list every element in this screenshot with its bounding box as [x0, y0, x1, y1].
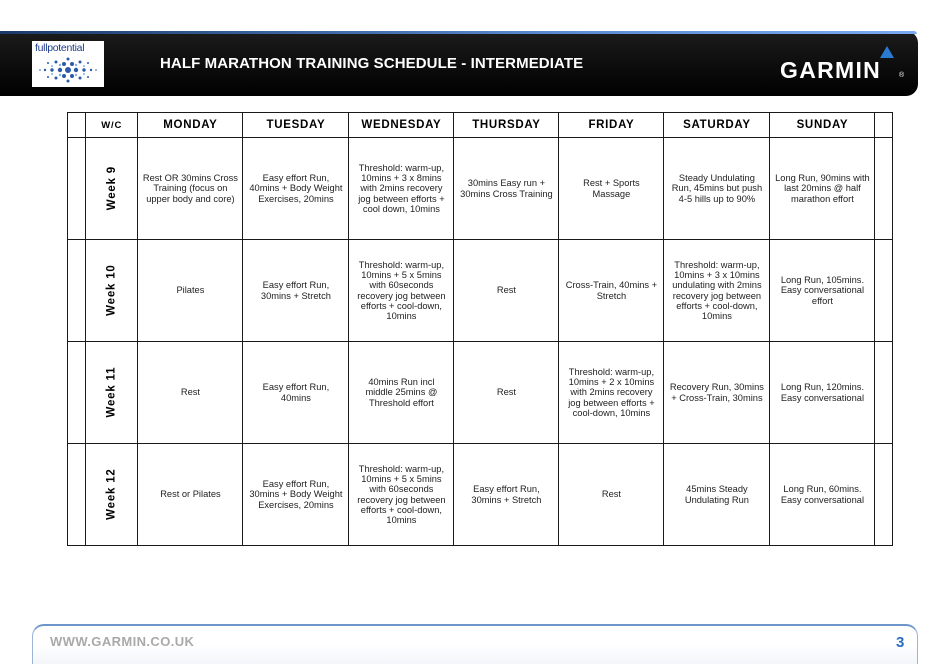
week-cell — [86, 138, 138, 240]
column-header-monday: MONDAY — [138, 113, 243, 138]
thursday-cell: Easy effort Run, 30mins + Stretch — [454, 444, 559, 546]
monday-cell: Pilates — [138, 240, 243, 342]
column-header-wc: W/C — [86, 113, 138, 138]
table-row — [68, 138, 893, 240]
week-label: Week 12 — [105, 468, 118, 521]
week-label: Week 11 — [105, 367, 118, 418]
saturday-cell: Steady Undulating Run, 45mins but push 4-5 hills up to 90% — [664, 138, 770, 240]
column-header-wednesday: WEDNESDAY — [349, 113, 454, 138]
page-title: HALF MARATHON TRAINING SCHEDULE - INTERMEDIATE — [160, 55, 584, 72]
week-label: Week 10 — [105, 264, 118, 317]
friday-cell: Threshold: warm-up, 10mins + 2 x 10mins with 2mins recovery jog between efforts + cool-down, 10mins — [559, 342, 664, 444]
column-header-saturday: SATURDAY — [664, 113, 770, 138]
logo-dots-icon — [36, 56, 100, 84]
table-header-row — [68, 113, 893, 138]
registered-mark: ® — [899, 72, 905, 79]
column-header-thursday: THURSDAY — [454, 113, 559, 138]
logo-text: fullpotential — [35, 42, 85, 54]
sunday-cell: Long Run, 60mins. Easy conversational — [770, 444, 875, 546]
table-row — [68, 444, 893, 546]
sunday-cell: Long Run, 120mins. Easy conversational — [770, 342, 875, 444]
spacer-cell — [68, 113, 86, 138]
column-header-friday: FRIDAY — [559, 113, 664, 138]
garmin-triangle-icon — [880, 46, 894, 58]
thursday-cell: 30mins Easy run + 30mins Cross Training — [454, 138, 559, 240]
wednesday-cell: Threshold: warm-up, 10mins + 5 x 5mins with 60seconds recovery jog between efforts + cool-down, 10mins — [349, 240, 454, 342]
friday-cell: Rest — [559, 444, 664, 546]
wednesday-cell: 40mins Run incl middle 25mins @ Threshold effort — [349, 342, 454, 444]
spacer-cell — [68, 240, 86, 342]
spacer-cell — [875, 444, 893, 546]
tuesday-cell: Easy effort Run, 30mins + Body Weight Exercises, 20mins — [243, 444, 349, 546]
spacer-cell — [68, 138, 86, 240]
friday-cell: Rest + Sports Massage — [559, 138, 664, 240]
tuesday-cell: Easy effort Run, 30mins + Stretch — [243, 240, 349, 342]
week-cell — [86, 342, 138, 444]
saturday-cell: Recovery Run, 30mins + Cross-Train, 30mins — [664, 342, 770, 444]
table-row — [68, 240, 893, 342]
saturday-cell: Threshold: warm-up, 10mins + 3 x 10mins undulating with 2mins recovery jog between efforts + cool-down, 10mins — [664, 240, 770, 342]
header-accent-line — [0, 31, 917, 34]
column-header-sunday: SUNDAY — [770, 113, 875, 138]
sunday-cell: Long Run, 105mins. Easy conversational effort — [770, 240, 875, 342]
column-header-tuesday: TUESDAY — [243, 113, 349, 138]
thursday-cell: Rest — [454, 240, 559, 342]
week-label: Week 9 — [105, 166, 118, 211]
fullpotential-logo — [32, 41, 104, 87]
thursday-cell: Rest — [454, 342, 559, 444]
sunday-cell: Long Run, 90mins with last 20mins @ half marathon effort — [770, 138, 875, 240]
tuesday-cell: Easy effort Run, 40mins + Body Weight Exercises, 20mins — [243, 138, 349, 240]
monday-cell: Rest OR 30mins Cross Training (focus on upper body and core) — [138, 138, 243, 240]
saturday-cell: 45mins Steady Undulating Run — [664, 444, 770, 546]
week-cell — [86, 444, 138, 546]
footer-url-link[interactable]: WWW.GARMIN.CO.UK — [50, 634, 195, 649]
monday-cell: Rest or Pilates — [138, 444, 243, 546]
wednesday-cell: Threshold: warm-up, 10mins + 3 x 8mins with 2mins recovery jog between efforts + cool down, 10mins — [349, 138, 454, 240]
spacer-cell — [875, 342, 893, 444]
spacer-cell — [875, 240, 893, 342]
table-row — [68, 342, 893, 444]
tuesday-cell: Easy effort Run, 40mins — [243, 342, 349, 444]
spacer-cell — [68, 342, 86, 444]
training-schedule-table — [67, 112, 893, 546]
garmin-logo: GARMIN — [780, 57, 882, 83]
spacer-cell — [68, 444, 86, 546]
week-cell — [86, 240, 138, 342]
page-number: 3 — [896, 634, 905, 651]
friday-cell: Cross-Train, 40mins + Stretch — [559, 240, 664, 342]
spacer-cell — [875, 113, 893, 138]
wednesday-cell: Threshold: warm-up, 10mins + 5 x 5mins with 60seconds recovery jog between efforts + cool-down, 10mins — [349, 444, 454, 546]
spacer-cell — [875, 138, 893, 240]
monday-cell: Rest — [138, 342, 243, 444]
